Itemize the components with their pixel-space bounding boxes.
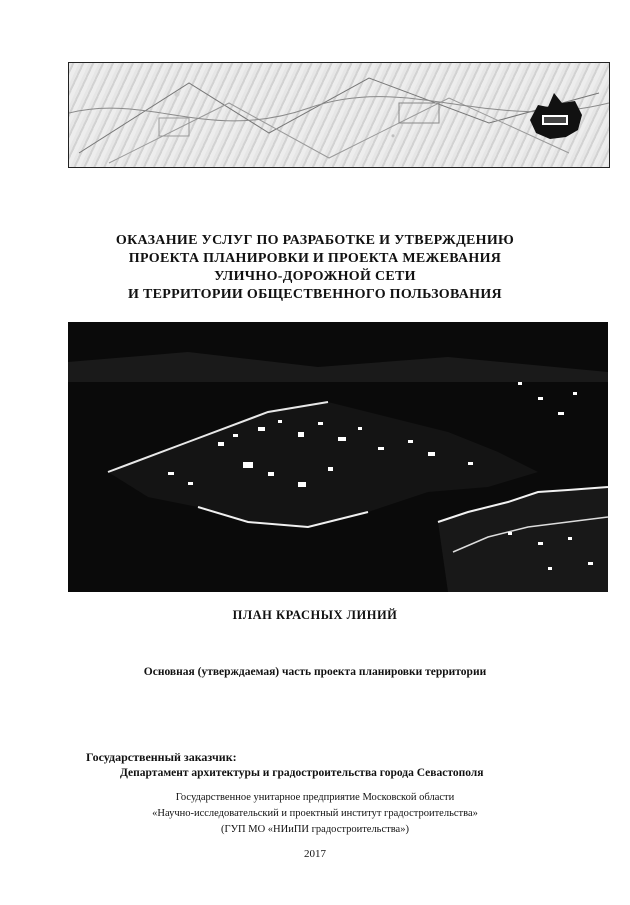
title-line: И ТЕРРИТОРИИ ОБЩЕСТВЕННОГО ПОЛЬЗОВАНИЯ bbox=[128, 287, 502, 302]
moscow-oblast-map-logo-icon bbox=[520, 85, 590, 145]
plan-title: ПЛАН КРАСНЫХ ЛИНИЙ bbox=[232, 608, 398, 622]
part-title: Основная (утверждаемая) часть проекта планировки территории bbox=[143, 666, 487, 678]
title-line: УЛИЧНО-ДОРОЖНОЙ СЕТИ bbox=[214, 269, 416, 284]
sevastopol-aerial-photo bbox=[68, 322, 608, 592]
document-title bbox=[60, 232, 570, 304]
executor-line: «Научно-исследовательский и проектный институт градостроительства» bbox=[152, 808, 478, 819]
document-year: 2017 bbox=[304, 848, 326, 860]
executor-line: Государственное унитарное предприятие Московской области bbox=[175, 792, 455, 803]
customer-name: Департамент архитектуры и градостроительства города Севастополя bbox=[120, 767, 484, 779]
executor-line: (ГУП МО «НИиПИ градостроительства») bbox=[221, 824, 409, 835]
executor-block bbox=[0, 790, 630, 838]
title-line: ОКАЗАНИЕ УСЛУГ ПО РАЗРАБОТКЕ И УТВЕРЖДЕНИЮ bbox=[115, 233, 515, 248]
customer-label: Государственный заказчик: bbox=[86, 750, 237, 764]
title-line: ПРОЕКТА ПЛАНИРОВКИ И ПРОЕКТА МЕЖЕВАНИЯ bbox=[128, 251, 502, 266]
